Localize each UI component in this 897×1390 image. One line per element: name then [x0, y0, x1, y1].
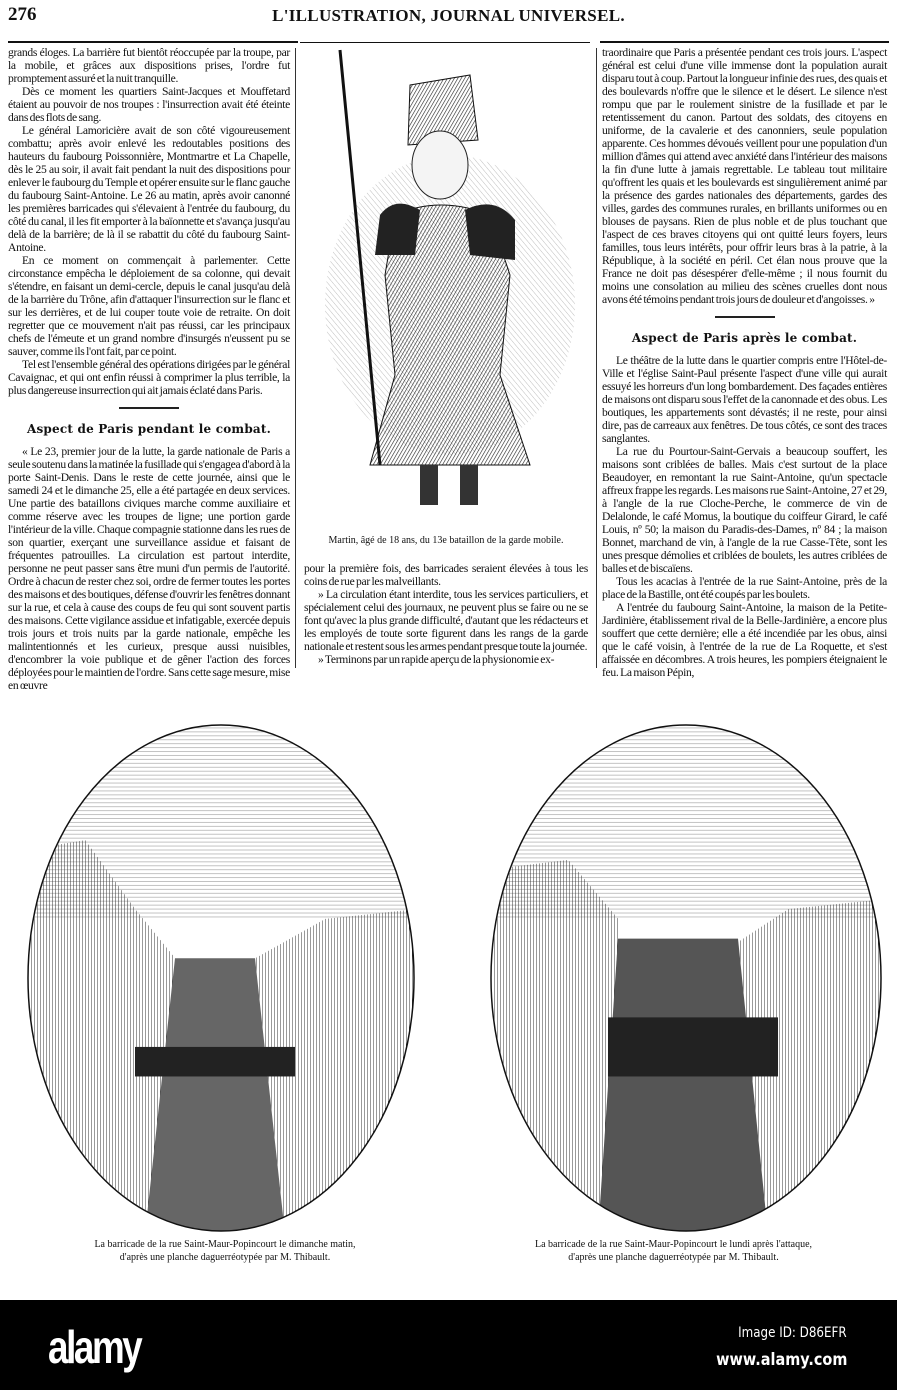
paragraph: » Terminons par un rapide aperçu de la physionomie ex-	[318, 653, 555, 666]
section-separator	[715, 316, 775, 318]
paragraph: Le général Lamoricière avait de son côté vigoureusement combattu; après avoir enlevé les redoutables positions des hauteurs du faubourg Poissonnière, Montmartre et La Chapelle, dès le 25 au soir, il avait fait pendant la nuit des dispositions pour enlever le faubourg du Temple et opérer ensuite sur le flanc gauche du faubourg Saint-Antoine. Le 26 au matin, après avoir canonné les premières barricades qui s'élevaient à l'entrée du faubourg, du côté du canal, il les fit emporter à la baïonnette et s'avança jusqu'au delà de la barrière; de là il se rabattit du côté du faubourg Saint-Antoine.	[8, 124, 290, 254]
page-number: 276	[8, 4, 37, 25]
soldier-engraving	[300, 45, 592, 535]
watermark-banner	[0, 1300, 897, 1390]
column-divider	[295, 48, 296, 668]
paragraph: » La circulation étant interdite, tous les services particuliers, et spécialement celui des journaux, ne peuvent plus se faire ou ne se font qu'avec la plus grande difficulté, d'autant que les rédacteurs et les employés de toute sorte figurent dans les rangs de la garde nationale et restent sous les armes pendant presque toute la journée.	[304, 588, 588, 653]
barricade-sunday-engraving	[25, 722, 417, 1234]
paragraph: « Le 23, premier jour de la lutte, la garde nationale de Paris a seule soutenu dans la matinée la fusillade qui s'engagea d'abord à la porte Saint-Denis. Dans le reste de cette journée, ainsi que le samedi 24 et le dimanche 25, elle a été partagée en deux services. Une partie des bataillons civiques marche comme auxiliaire et comme réserve avec les troupes de ligne; une portion garde l'intérieur de la ville. Chaque compagnie stationne dans les rues de son quartier, exerçant une surveillance assidue et faisant de fréquentes patrouilles. La circulation est partout interdite, personne ne peut passer sans être muni d'un permis de l'autorité. Ordre à chacun de rester chez soi, ordre de fermer toutes les portes des maisons et des boutiques, défense d'ouvrir les fenêtres donnant sur la rue, et cela à cause des coups de feu qui sont souvent partis des maisons. Cette vigilance assidue et infatigable, exercée depuis trois jours et trois nuits par la garde nationale, empêche les malintentionnés et les curieux, presque aussi nuisibles, d'encombrer la voie publique et de gêner l'action des forces déployées pour le maintien de l'ordre. Sans cette sage mesure, mise en œuvre	[8, 445, 290, 692]
paragraph: A l'entrée du faubourg Saint-Antoine, la maison de la Petite-Jardinière, établissement rival de la Belle-Jardinière, a encore plus souffert que cette dernière; elle a été incendiée par les obus, ainsi que le café voisin, à l'entrée de la rue de La Roquette, et s'est affaissée en décombres. A trois heures, les pompiers éteignaient le feu. La maison Pépin,	[602, 601, 887, 679]
journal-title: L'ILLUSTRATION, JOURNAL UNIVERSEL.	[272, 6, 625, 25]
section-separator	[119, 407, 179, 409]
middle-column	[304, 562, 588, 666]
caption-line: La barricade de la rue Saint-Maur-Popincourt le lundi après l'attaque,	[534, 1239, 813, 1250]
caption-line: d'après une planche daguerréotypée par M. Thibault.	[568, 1252, 779, 1263]
caption-line: d'après une planche daguerréotypée par M. Thibault.	[119, 1252, 331, 1263]
barricade-monday-engraving	[488, 722, 884, 1234]
paragraph: La rue du Pourtour-Saint-Gervais a beaucoup souffert, les maisons sont criblées de balles. Mais c'est surtout de la place Beaudoyer, en remontant la rue Saint-Antoine, qu'un spectacle affreux frappe les regards. Les maisons rue Saint-Antoine, 27 et 29, à l'angle de la rue Cloche-Perche, le commerce de vin de Delalonde, le café Momus, la boutique du coiffeur Girard, le café Louis, nº 50; la maison du Paradis-des-Dames, nº 84 ; la maison Bonnet, marchand de vin, à l'angle de la rue Casse-Tête, sont les unes presque démolies et criblées de boulets, les autres criblées de balles et de biscaïens.	[602, 445, 887, 575]
site-url[interactable]: www.alamy.com	[715, 1350, 847, 1370]
header-rule-middle	[300, 42, 590, 43]
soldier-caption: Martin, âgé de 18 ans, du 13e bataillon de la garde mobile.	[328, 535, 564, 546]
right-column	[602, 46, 887, 679]
left-column	[8, 46, 290, 692]
caption-line: La barricade de la rue Saint-Maur-Popincourt le dimanche matin,	[94, 1239, 356, 1250]
header-rule-right	[600, 41, 889, 43]
right-engraving-caption	[450, 1238, 897, 1264]
left-engraving-caption	[0, 1238, 450, 1264]
paragraph: Dès ce moment les quartiers Saint-Jacques et Mouffetard étaient au pouvoir de nos troupes : l'insurrection avait été éteinte dans des flots de sang.	[8, 85, 290, 124]
paragraph: pour la première fois, des barricades seraient élevées à tous les coins de rue par les malveillants.	[304, 562, 588, 588]
paragraph: Tel est l'ensemble général des opérations dirigées par le général Cavaignac, et qui ont enfin réussi à comprimer la plus terrible, la plus dangereuse insurrection qui ait jamais éclaté dans Paris.	[8, 358, 290, 397]
image-id: Image ID: D86EFR	[738, 1325, 847, 1341]
section-heading: Aspect de Paris après le combat.	[631, 331, 858, 345]
section-heading: Aspect de Paris pendant le combat.	[26, 422, 272, 436]
header-rule-left	[8, 41, 298, 43]
paragraph: Le théâtre de la lutte dans le quartier compris entre l'Hôtel-de-Ville et l'église Saint-Paul présente l'aspect d'une ville qui aurait essuyé les horreurs d'un long bombardement. Des façades entières de maisons ont disparu sous l'effet de la canonnade et des obus. Les boutiques, les appartements sont dévastés; il ne reste, pour ainsi dire, pas de carreaux aux fenêtres. De tous côtés, ce sont des traces sanglantes.	[602, 354, 887, 445]
paragraph: grands éloges. La barrière fut bientôt réoccupée par la troupe, par la mobile, et grâces aux dispositions prises, l'ordre fut promptement assuré et la nuit tranquille.	[8, 46, 290, 85]
paragraph: Tous les acacias à l'entrée de la rue Saint-Antoine, près de la place de la Bastille, ont été coupés par les boulets.	[602, 575, 887, 601]
alamy-logo: alamy	[48, 1321, 141, 1373]
column-divider	[596, 48, 597, 668]
paragraph: traordinaire que Paris a présentée pendant ces trois jours. L'aspect général est celui d'une ville immense dont la population aurait disparu tout à coup. Partout la longueur infinie des rues, des quais et des boulevards n'offre que le silence et le désert. Le silence n'est rompu que par le roulement sinistre de la fusillade et par le retentissement du canon. Partout des soldats, des citoyens en uniforme, de la cavalerie et des canonniers, seule population apparente. Ces hommes dévoués veillent pour une population d'un million d'âmes qui attend avec anxiété dans l'intérieur des maisons la fin d'une lutte à jamais regrettable. Le tableau tout militaire qu'offrent les quais et les boulevards est singulièrement animé par la présence des gardes nationales des départements, gardes des villes, gardes des communes rurales, en brillants uniformes ou en blouses de paysans. Rien de plus noble et de plus touchant que l'aspect de ces braves citoyens qui ont quitté leurs foyers, leurs familles, tous leurs intérêts, pour offrir leurs bras à la patrie, à la République, à la société en péril. Cet élan nous prouve que la France ne doit pas désespérer d'elle-même ; il nous fournit du moins une consolation au milieu des scènes cruelles dont nous avons été témoins pendant trois jours de douleur et d'angoisses. »	[602, 46, 887, 306]
paragraph: En ce moment on commençait à parlementer. Cette circonstance empêcha le déploiement de sa colonne, qui devait s'étendre, en faisant un demi-cercle, depuis le canal jusqu'au delà de la barrière du Trône, afin d'attaquer l'insurrection sur le flanc et sur les derrières, et de lui couper toute voie de retraite. On doit regretter que ce mouvement n'ait pas réussi, car les principaux chefs de l'émeute et un grand nombre d'insurgés n'eussent pu se sauver, comme ils l'ont fait, par ce point.	[8, 254, 290, 358]
